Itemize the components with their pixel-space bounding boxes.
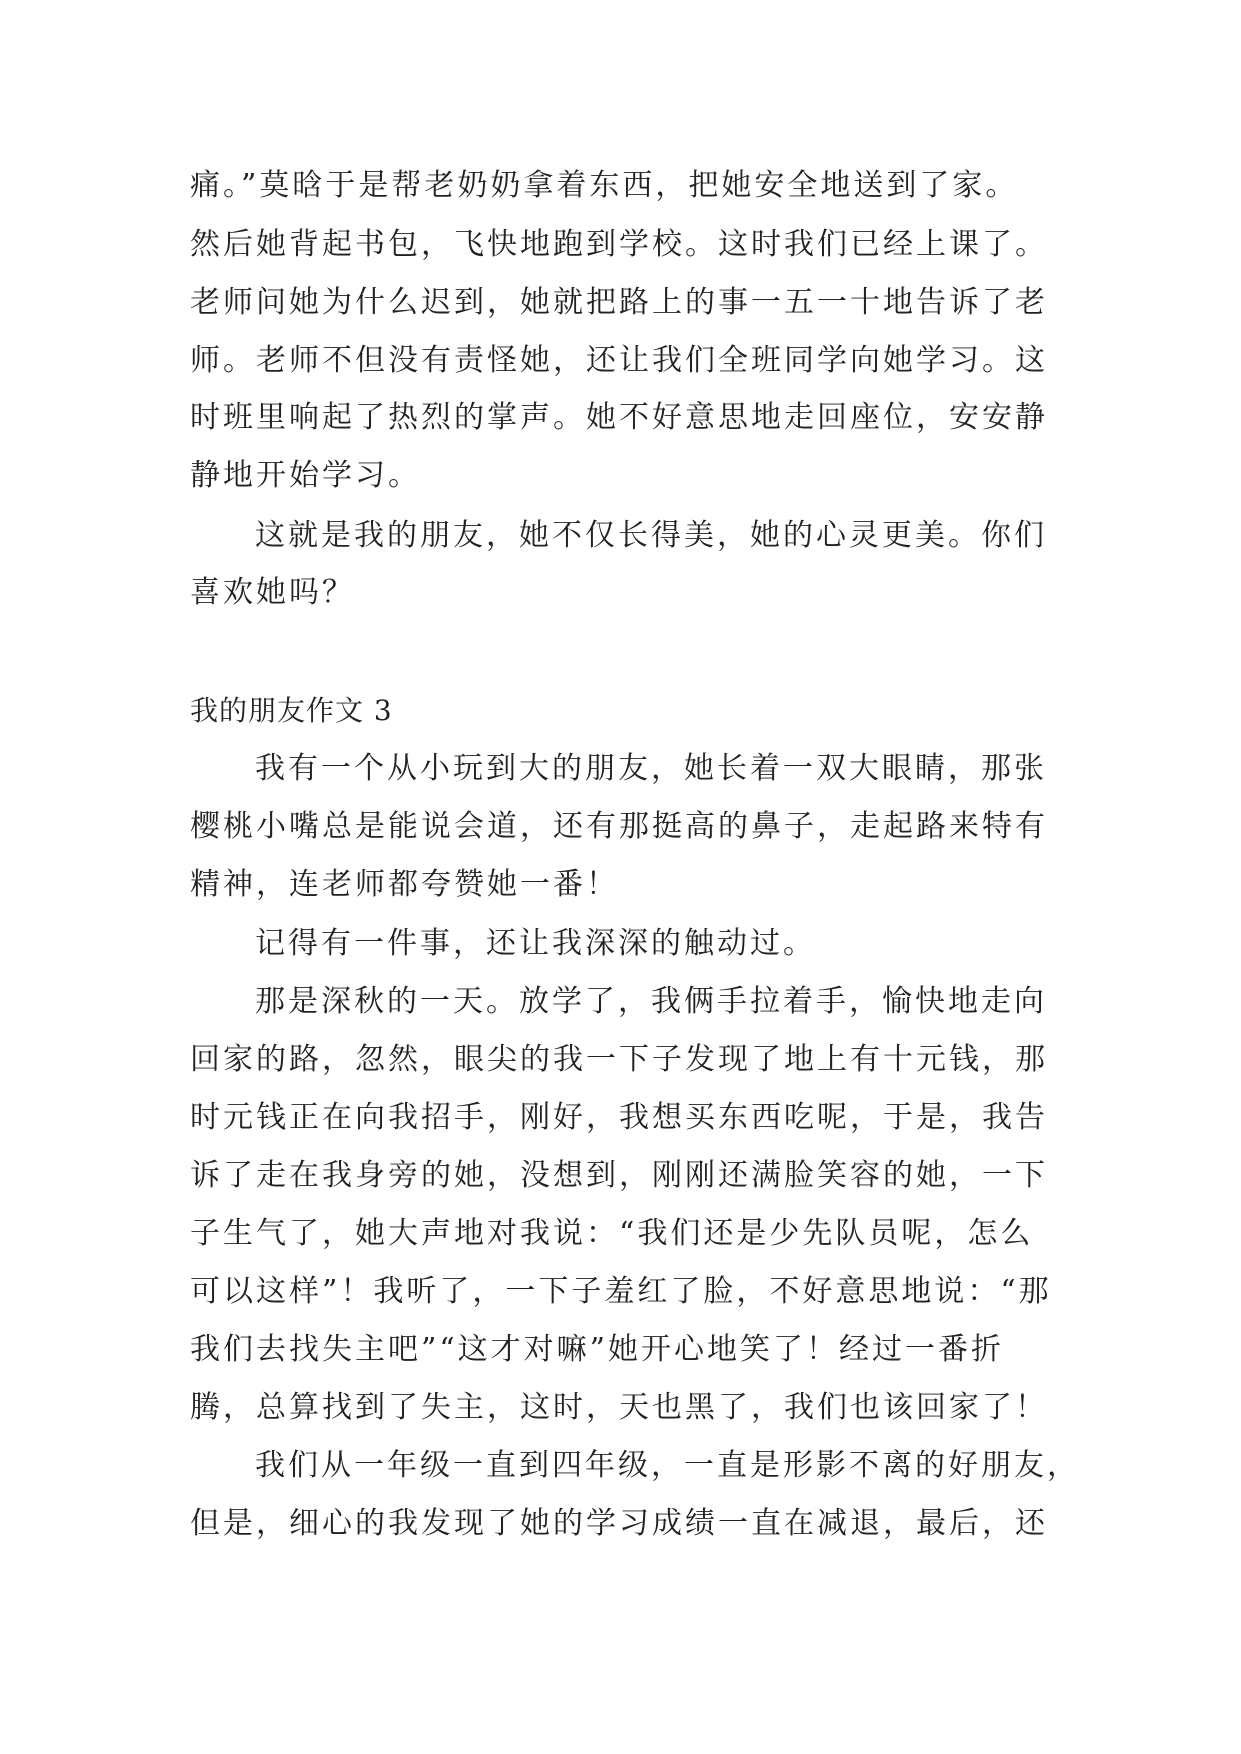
text-line: 我们从一年级一直到四年级，一直是形影不离的好朋友， [255,1448,1080,1483]
text-line: 我有一个从小玩到大的朋友，她长着一双大眼睛，那张 [255,751,1047,786]
text-line: 诉了走在我身旁的她，没想到，刚刚还满脸笑容的她，一下 [190,1158,1048,1193]
text-line: 回家的路，忽然，眼尖的我一下子发现了地上有十元钱，那 [190,1042,1048,1077]
text-line: 记得有一件事，还让我深深的触动过。 [255,926,816,961]
text-line: 时元钱正在向我招手，刚好，我想买东西吃呢，于是，我告 [190,1100,1048,1135]
text-line: 时班里响起了热烈的掌声。她不好意思地走回座位，安安静 [190,400,1048,435]
text-line: 这就是我的朋友，她不仅长得美，她的心灵更美。你们 [255,518,1047,553]
text-line: 然后她背起书包，飞快地跑到学校。这时我们已经上课了。 [190,227,1048,262]
text-line: 师。老师不但没有责怪她，还让我们全班同学向她学习。这 [190,343,1048,378]
text-line: 我们去找失主吧”“这才对嘛”她开心地笑了！经过一番折 [190,1332,1005,1367]
text-line: 那是深秋的一天。放学了，我俩手拉着手，愉快地走向 [255,984,1047,1019]
section-heading: 我的朋友作文 3 [190,694,393,727]
text-line: 精神，连老师都夸赞她一番！ [190,867,619,902]
text-line: 可以这样”！我听了，一下子羞红了脸，不好意思地说：“那 [190,1274,1052,1309]
text-line: 痛。”莫晗于是帮老奶奶拿着东西，把她安全地送到了家。 [190,168,1019,203]
text-line: 樱桃小嘴总是能说会道，还有那挺高的鼻子，走起路来特有 [190,809,1048,844]
text-line: 静地开始学习。 [190,458,421,493]
text-line: 腾，总算找到了失主，这时，天也黑了，我们也该回家了！ [190,1390,1048,1425]
text-line: 但是，细心的我发现了她的学习成绩一直在减退，最后，还 [190,1506,1048,1541]
text-line: 喜欢她吗？ [190,575,355,610]
text-line: 老师问她为什么迟到，她就把路上的事一五一十地告诉了老 [190,285,1048,320]
text-line: 子生气了，她大声地对我说：“我们还是少先队员呢，怎么 [190,1216,1034,1251]
